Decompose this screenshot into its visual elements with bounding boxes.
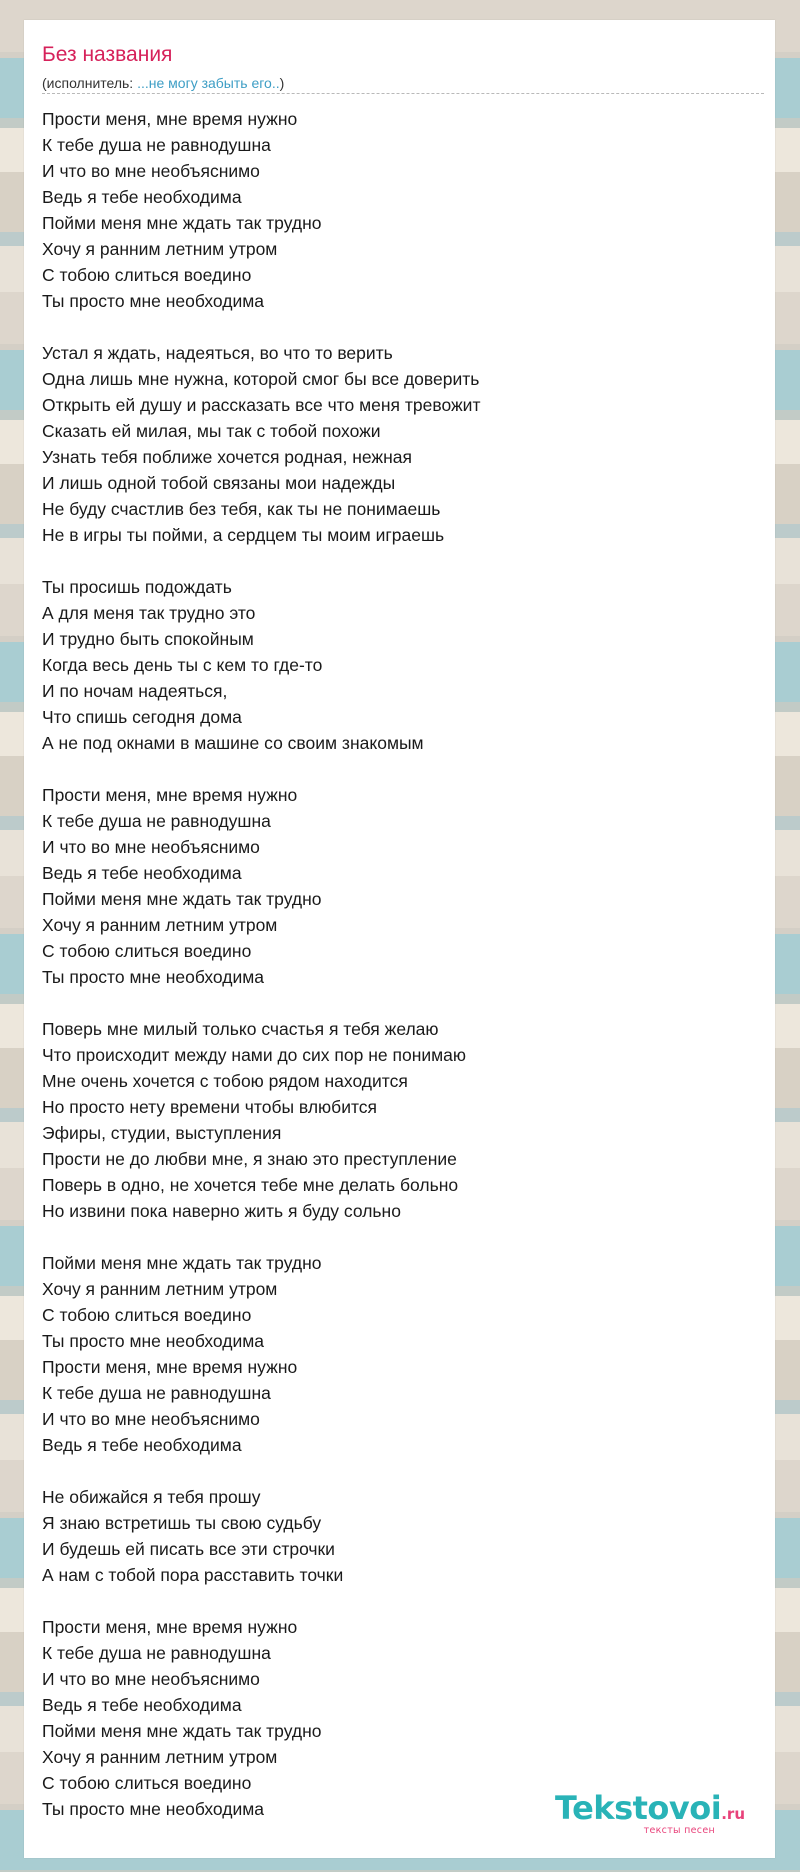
lyrics-line: Когда весь день ты с кем то где-то (42, 655, 323, 675)
lyrics-line: Прости меня, мне время нужно (42, 785, 298, 805)
lyrics-line: Хочу я ранним летним утром (42, 1279, 278, 1299)
lyrics-line: Ты просишь подождать (42, 577, 232, 597)
lyrics-line: Эфиры, студии, выступления (42, 1123, 282, 1143)
lyrics-line: Но просто нету времени чтобы влюбится (42, 1097, 378, 1117)
lyrics-line: Хочу я ранним летним утром (42, 239, 278, 259)
logo-name: Tekstovoi (555, 1789, 722, 1827)
lyrics-line: Ведь я тебе необходима (42, 1695, 242, 1715)
lyrics-line: Пойми меня мне ждать так трудно (42, 889, 322, 909)
artist-suffix: ) (279, 75, 285, 91)
lyrics-line: Ведь я тебе необходима (42, 1435, 242, 1455)
title-divider (42, 93, 764, 94)
lyrics-line: Ведь я тебе необходима (42, 187, 242, 207)
lyrics-line: Устал я ждать, надеяться, во что то верить (42, 343, 393, 363)
logo-wordmark (555, 1789, 745, 1827)
lyrics-line: Хочу я ранним летним утром (42, 915, 278, 935)
lyrics-line: И что во мне необъяснимо (42, 837, 260, 857)
lyrics-line: Не буду счастлив без тебя, как ты не понимаешь (42, 499, 441, 519)
lyrics-line: И по ночам надеяться, (42, 681, 228, 701)
lyrics-line: Прости меня, мне время нужно (42, 109, 298, 129)
lyrics-line: К тебе душа не равнодушна (42, 1643, 271, 1663)
lyrics-line: С тобою слиться воедино (42, 265, 252, 285)
lyrics-line: Мне очень хочется с тобою рядом находится (42, 1071, 408, 1091)
lyrics-line: Сказать ей милая, мы так с тобой похожи (42, 421, 381, 441)
lyrics-line: А для меня так трудно это (42, 603, 256, 623)
lyrics-card (24, 20, 775, 1858)
lyrics-stanza (42, 106, 762, 314)
lyrics-line: Но извини пока наверно жить я буду сольно (42, 1201, 401, 1221)
lyrics-line: И что во мне необъяснимо (42, 161, 260, 181)
lyrics-line: И лишь одной тобой связаны мои надежды (42, 473, 396, 493)
artist-prefix: (исполнитель: (42, 75, 138, 91)
lyrics-line: К тебе душа не равнодушна (42, 1383, 271, 1403)
artist-link[interactable]: ...не могу забыть его.. (137, 75, 280, 91)
lyrics-line: Ведь я тебе необходима (42, 863, 242, 883)
logo-domain: .ru (721, 1805, 745, 1823)
lyrics-line: С тобою слиться воедино (42, 941, 252, 961)
lyrics-line: Открыть ей душу и рассказать все что меня тревожит (42, 395, 481, 415)
logo-tagline: тексты песен (643, 1825, 715, 1836)
lyrics-line: К тебе душа не равнодушна (42, 811, 271, 831)
lyrics-line: Хочу я ранним летним утром (42, 1747, 278, 1767)
lyrics-line: Не в игры ты пойми, а сердцем ты моим играешь (42, 525, 445, 545)
lyrics-line: И будешь ей писать все эти строчки (42, 1539, 335, 1559)
lyrics-line: А не под окнами в машине со своим знакомым (42, 733, 424, 753)
lyrics-line: Поверь мне милый только счастья я тебя желаю (42, 1019, 439, 1039)
lyrics-line: Одна лишь мне нужна, которой смог бы все доверить (42, 369, 480, 389)
lyrics-line: Прости меня, мне время нужно (42, 1617, 298, 1637)
lyrics-stanza (42, 1484, 762, 1588)
lyrics-line: И что во мне необъяснимо (42, 1409, 260, 1429)
lyrics-line: Прости меня, мне время нужно (42, 1357, 298, 1377)
lyrics-line: С тобою слиться воедино (42, 1305, 252, 1325)
lyrics-line: И трудно быть спокойным (42, 629, 254, 649)
lyrics-line: А нам с тобой пора расставить точки (42, 1565, 344, 1585)
lyrics-stanza (42, 574, 762, 756)
lyrics-line: Я знаю встретишь ты свою судьбу (42, 1513, 322, 1533)
lyrics-line: Что спишь сегодня дома (42, 707, 242, 727)
lyrics-stanza (42, 782, 762, 990)
lyrics-stanza (42, 1016, 762, 1224)
lyrics-line: Ты просто мне необходима (42, 291, 264, 311)
lyrics-line: Прости не до любви мне, я знаю это преступление (42, 1149, 457, 1169)
lyrics-line: Ты просто мне необходима (42, 1331, 264, 1351)
lyrics-line: Пойми меня мне ждать так трудно (42, 1721, 322, 1741)
lyrics-line: К тебе душа не равнодушна (42, 135, 271, 155)
song-title: Без названия (42, 43, 173, 66)
lyrics-stanza (42, 340, 762, 548)
lyrics-line: Пойми меня мне ждать так трудно (42, 1253, 322, 1273)
lyrics-line: Узнать тебя поближе хочется родная, нежная (42, 447, 412, 467)
lyrics-text (42, 106, 762, 1848)
lyrics-line: Что происходит между нами до сих пор не понимаю (42, 1045, 467, 1065)
lyrics-line: Ты просто мне необходима (42, 1799, 264, 1819)
lyrics-line: Пойми меня мне ждать так трудно (42, 213, 322, 233)
site-logo[interactable] (555, 1789, 745, 1836)
lyrics-line: Не обижайся я тебя прошу (42, 1487, 261, 1507)
lyrics-line: С тобою слиться воедино (42, 1773, 252, 1793)
artist-line (42, 74, 284, 92)
lyrics-stanza (42, 1250, 762, 1458)
lyrics-line: Ты просто мне необходима (42, 967, 264, 987)
lyrics-line: И что во мне необъяснимо (42, 1669, 260, 1689)
lyrics-line: Поверь в одно, не хочется тебе мне делать больно (42, 1175, 459, 1195)
